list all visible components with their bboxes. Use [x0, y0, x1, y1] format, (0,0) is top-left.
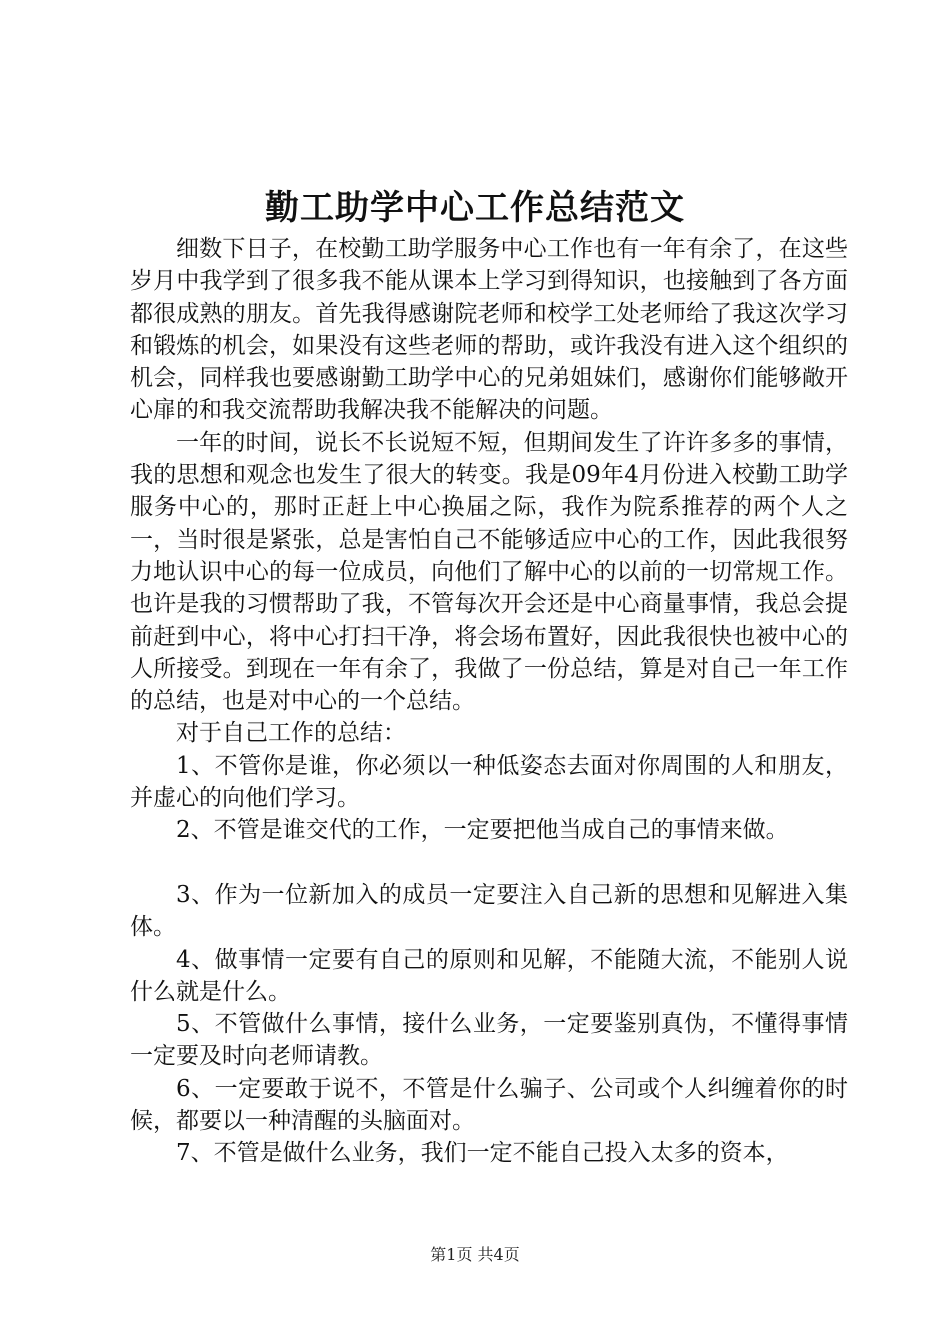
paragraph: 细数下日子，在校勤工助学服务中心工作也有一年有余了，在这些岁月中我学到了很多我不能从课本上学习到得知识，也接触到了各方面都很成熟的朋友。首先我得感谢院老师和校学工处老师给了我这次学习和锻炼的机会，如果没有这些老师的帮助，或许我没有进入这个组织的机会，同样我也要感谢勤工助学中心的兄弟姐妹们，感谢你们能够敞开心扉的和我交流帮助我解决我不能解决的问题。 [130, 236, 848, 424]
paragraph: 一年的时间，说长不长说短不短，但期间发生了许许多多的事情，我的思想和观念也发生了很大的转变。我是09年4月份进入校勤工助学服务中心的，那时正赶上中心换届之际，我作为院系推荐的两个人之一，当时很是紧张，总是害怕自己不能够适应中心的工作，因此我很努力地认识中心的每一位成员，向他们了解中心的以前的一切常规工作。也许是我的习惯帮助了我，不管每次开会还是中心商量事情，我总会提前赶到中心，将中心打扫干净，将会场布置好，因此我很快也被中心的人所接受。到现在一年有余了，我做了一份总结，算是对自己一年工作的总结，也是对中心的一个总结。 [130, 429, 848, 715]
list-item: 5、不管做什么事情，接什么业务，一定要鉴别真伪，不懂得事情一定要及时向老师请教。 [130, 1011, 848, 1070]
page-footer: 第1页 共4页 [430, 1245, 520, 1264]
list-item: 6、一定要敢于说不，不管是什么骗子、公司或个人纠缠着你的时候，都要以一种清醒的头脑面对。 [130, 1075, 848, 1135]
list-item: 2、不管是谁交代的工作，一定要把他当成自己的事情来做。 [176, 817, 789, 844]
list-item: 3、作为一位新加入的成员一定要注入自己新的思想和见解进入集体。 [130, 881, 848, 941]
list-item: 1、不管你是谁，你必须以一种低姿态去面对你周围的人和朋友，并虚心的向他们学习。 [130, 752, 848, 812]
list-item: 4、做事情一定要有自己的原则和见解，不能随大流，不能别人说什么就是什么。 [130, 946, 848, 1005]
blank-line [130, 847, 848, 879]
list-item: 7、不管是做什么业务，我们一定不能自己投入太多的资本， [176, 1140, 789, 1167]
document-title: 勤工助学中心工作总结范文 [265, 188, 685, 228]
paragraph: 对于自己工作的总结： [176, 720, 406, 747]
document-body [130, 233, 848, 1170]
